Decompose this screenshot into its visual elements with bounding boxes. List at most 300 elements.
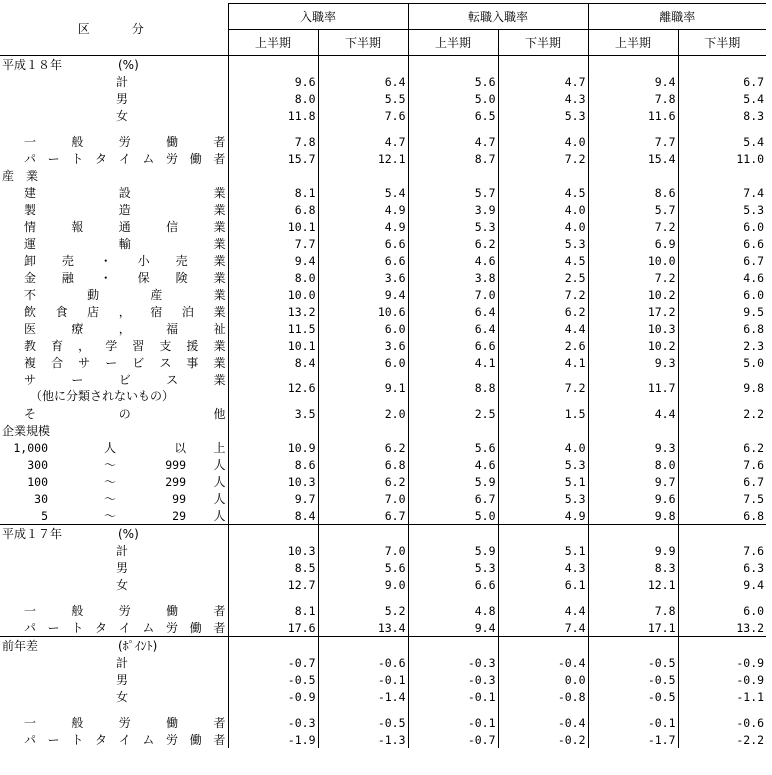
label-char: 通 <box>118 219 131 234</box>
size-unit: 人 <box>213 457 226 472</box>
value-cell: -1.1 <box>678 688 766 705</box>
header-row-groups <box>0 4 766 30</box>
label-char: 支 <box>159 338 172 353</box>
value-cell: 4.9 <box>498 507 588 525</box>
label-char: 運 <box>24 236 37 251</box>
value-cell: 4.6 <box>408 456 498 473</box>
row-label <box>0 714 228 731</box>
label-char: ， <box>78 338 91 353</box>
spacer-cell <box>498 705 588 714</box>
value-cell: 4.7 <box>498 73 588 90</box>
label-char: 動 <box>87 287 100 302</box>
value-cell: 6.9 <box>588 235 678 252</box>
value-cell: 12.1 <box>318 150 408 167</box>
row-label-text <box>0 372 228 388</box>
row-label <box>0 354 228 371</box>
size-sep: ～ <box>103 508 116 523</box>
value-cell: 2.5 <box>498 269 588 286</box>
row-label-text: 男 <box>116 91 129 106</box>
value-cell: 6.4 <box>408 320 498 337</box>
value-cell: 3.9 <box>408 201 498 218</box>
value-cell: 6.0 <box>678 602 766 619</box>
label-char: 一 <box>24 134 37 149</box>
label-char: 泊 <box>181 304 194 319</box>
spacer-cell <box>678 593 766 602</box>
value-cell: -0.3 <box>228 714 318 731</box>
value-cell: 4.8 <box>408 602 498 619</box>
label-char: 保 <box>137 270 150 285</box>
value-cell: 5.7 <box>588 201 678 218</box>
value-cell: 8.0 <box>228 90 318 107</box>
label-char: 学 <box>105 338 118 353</box>
row-label-sub: （他に分類されないもの） <box>30 389 175 403</box>
label-char: 融 <box>61 270 74 285</box>
label-char: 業 <box>213 287 226 302</box>
diff-title-row <box>0 637 766 655</box>
size-sep: 人 <box>103 440 116 455</box>
empty-cell <box>228 167 318 184</box>
label-char: 売 <box>175 253 188 268</box>
label-char: 業 <box>213 236 226 251</box>
value-cell: 4.5 <box>498 184 588 201</box>
row-label <box>0 654 228 671</box>
label-char: ス <box>166 373 179 387</box>
row-label <box>0 73 228 90</box>
section-unit: (%) <box>118 57 139 72</box>
row-label-text <box>0 321 228 337</box>
value-cell: 7.8 <box>588 90 678 107</box>
empty-cell <box>588 56 678 74</box>
value-cell: 8.4 <box>228 507 318 525</box>
value-cell: 6.6 <box>318 235 408 252</box>
size-sep: ～ <box>103 474 116 489</box>
label-char: 者 <box>213 732 226 747</box>
label-char: ス <box>159 355 172 370</box>
value-cell: 2.5 <box>408 405 498 422</box>
value-cell: 11.5 <box>228 320 318 337</box>
label-char: そ <box>24 406 37 421</box>
value-cell: 8.1 <box>228 184 318 201</box>
value-cell: 6.5 <box>408 107 498 124</box>
empty-cell <box>678 637 766 655</box>
value-cell: 13.4 <box>318 619 408 637</box>
empty-cell <box>678 167 766 184</box>
label-char: 者 <box>213 603 226 618</box>
size-label <box>0 491 228 507</box>
value-cell: 6.4 <box>408 303 498 320</box>
label-char: サ <box>78 355 91 370</box>
label-char: 業 <box>213 270 226 285</box>
section-title <box>0 525 228 543</box>
label-char: 輸 <box>118 236 131 251</box>
row-label <box>0 490 228 507</box>
size-sep: ～ <box>103 457 116 472</box>
row-label-text <box>0 185 228 201</box>
value-cell: 5.4 <box>678 90 766 107</box>
spacer-cell <box>588 705 678 714</box>
spacer-cell <box>408 593 498 602</box>
value-cell: 5.3 <box>678 201 766 218</box>
label-char: 他 <box>213 406 226 421</box>
value-cell: 10.1 <box>228 337 318 354</box>
header-category: 区 分 <box>0 4 228 56</box>
label-char: 一 <box>24 603 37 618</box>
label-char: ト <box>71 732 84 747</box>
label-char: 製 <box>24 202 37 217</box>
value-cell: 5.0 <box>408 90 498 107</box>
diff-row-total <box>0 654 766 671</box>
value-cell: 8.1 <box>228 602 318 619</box>
empty-cell <box>588 422 678 439</box>
label-char: 働 <box>189 732 202 747</box>
row-label <box>0 576 228 593</box>
value-cell: 5.5 <box>318 90 408 107</box>
label-char: 飲 <box>24 304 37 319</box>
spacer-cell <box>318 124 408 133</box>
section-unit: (%) <box>118 526 139 541</box>
label-char: 業 <box>213 202 226 217</box>
value-cell: 5.6 <box>408 73 498 90</box>
value-cell: 5.0 <box>678 354 766 371</box>
value-cell: 7.6 <box>318 107 408 124</box>
empty-cell <box>408 422 498 439</box>
h17-title-row <box>0 525 766 543</box>
row-label <box>0 218 228 235</box>
label-char: 宿 <box>150 304 163 319</box>
row-label-text: 女 <box>116 689 129 704</box>
h18-row-total <box>0 73 766 90</box>
label-char: パ <box>24 151 37 166</box>
row-label-text: 女 <box>116 577 129 592</box>
industry-row-service <box>0 371 766 405</box>
size-to: 999 <box>165 457 186 472</box>
value-cell: 5.3 <box>498 456 588 473</box>
value-cell: 8.4 <box>228 354 318 371</box>
label-char: サ <box>24 373 37 387</box>
label-char: ， <box>118 304 131 319</box>
header-group-transfer-entry-rate: 転職入職率 <box>408 4 588 30</box>
value-cell: 5.9 <box>408 542 498 559</box>
row-label-text <box>0 270 228 286</box>
value-cell: -1.9 <box>228 731 318 748</box>
label-char: 業 <box>213 355 226 370</box>
row-label-text <box>0 304 228 320</box>
row-label-text: 男 <box>116 672 129 687</box>
section-title-text: 平成１８年 <box>2 57 63 72</box>
value-cell: -0.4 <box>498 654 588 671</box>
value-cell: 7.5 <box>678 490 766 507</box>
value-cell: 7.6 <box>678 542 766 559</box>
value-cell: 8.6 <box>228 456 318 473</box>
label-char: 不 <box>24 287 37 302</box>
value-cell: 5.3 <box>498 235 588 252</box>
label-char: 一 <box>24 715 37 730</box>
label-char: 労 <box>166 151 179 166</box>
size-row <box>0 507 766 525</box>
size-sep: ～ <box>103 491 116 506</box>
value-cell: 10.3 <box>588 320 678 337</box>
label-char: ビ <box>132 355 145 370</box>
value-cell: -1.7 <box>588 731 678 748</box>
size-label <box>0 474 228 490</box>
spacer-cell <box>408 705 498 714</box>
value-cell: 13.2 <box>678 619 766 637</box>
label-char: 報 <box>71 219 84 234</box>
value-cell: 7.8 <box>588 602 678 619</box>
row-label-text <box>0 715 228 731</box>
value-cell: 8.6 <box>588 184 678 201</box>
value-cell: 2.6 <box>498 337 588 354</box>
h17-row-part <box>0 619 766 637</box>
empty-cell <box>588 525 678 543</box>
value-cell: 10.6 <box>318 303 408 320</box>
value-cell: 6.8 <box>318 456 408 473</box>
label-char: 業 <box>213 338 226 353</box>
value-cell: -0.6 <box>318 654 408 671</box>
row-label-text: 女 <box>116 108 129 123</box>
value-cell: 13.2 <box>228 303 318 320</box>
value-cell: 4.7 <box>318 133 408 150</box>
value-cell: 6.7 <box>678 252 766 269</box>
label-char: 食 <box>55 304 68 319</box>
value-cell: -0.5 <box>588 671 678 688</box>
value-cell: 6.0 <box>678 218 766 235</box>
spacer-cell <box>678 124 766 133</box>
row-label <box>0 337 228 354</box>
header-group-separation-rate: 離職率 <box>588 4 766 30</box>
row-label-text: 男 <box>116 560 129 575</box>
row-label <box>0 235 228 252</box>
labor-turnover-table <box>0 3 766 748</box>
label-char: 福 <box>166 321 179 336</box>
size-to: 以 <box>174 440 186 455</box>
value-cell: -2.2 <box>678 731 766 748</box>
label-char: パ <box>24 732 37 747</box>
value-cell: 6.2 <box>678 439 766 456</box>
value-cell: 11.0 <box>678 150 766 167</box>
value-cell: 9.4 <box>678 576 766 593</box>
label-char: 般 <box>71 134 84 149</box>
value-cell: 4.4 <box>498 320 588 337</box>
spacer-cell <box>0 705 228 714</box>
header-half: 上半期 <box>408 30 498 56</box>
section-title: 産 業 <box>2 168 39 183</box>
size-to: 299 <box>165 474 186 489</box>
empty-cell <box>408 637 498 655</box>
value-cell: 4.6 <box>678 269 766 286</box>
label-char: 働 <box>189 151 202 166</box>
value-cell: 9.4 <box>588 73 678 90</box>
value-cell: 2.3 <box>678 337 766 354</box>
spacer-cell <box>228 593 318 602</box>
value-cell: 6.1 <box>498 576 588 593</box>
value-cell: 9.9 <box>588 542 678 559</box>
label-char: 険 <box>175 270 188 285</box>
value-cell: 6.0 <box>318 320 408 337</box>
empty-cell <box>678 525 766 543</box>
label-char: の <box>118 406 131 421</box>
h18-row-general <box>0 133 766 150</box>
spacer-cell <box>228 124 318 133</box>
label-char: 建 <box>24 185 37 200</box>
label-char: 医 <box>24 321 37 336</box>
value-cell: 6.2 <box>318 473 408 490</box>
size-label <box>0 457 228 473</box>
value-cell: 4.1 <box>498 354 588 371</box>
industry-row-other <box>0 405 766 422</box>
empty-cell <box>318 525 408 543</box>
industry-row <box>0 201 766 218</box>
empty-cell <box>588 167 678 184</box>
value-cell: 8.5 <box>228 559 318 576</box>
spacer-cell <box>498 124 588 133</box>
value-cell: 8.3 <box>588 559 678 576</box>
row-label-text <box>0 219 228 235</box>
value-cell: 4.4 <box>588 405 678 422</box>
row-label-text <box>0 202 228 218</box>
value-cell: -0.2 <box>498 731 588 748</box>
row-label-text: 計 <box>116 74 129 89</box>
spacer-row <box>0 124 766 133</box>
row-label <box>0 150 228 167</box>
row-label <box>0 286 228 303</box>
label-char: 療 <box>71 321 84 336</box>
row-label-text <box>0 134 228 150</box>
value-cell: 6.4 <box>318 73 408 90</box>
label-char: 金 <box>24 270 37 285</box>
value-cell: 5.3 <box>498 107 588 124</box>
label-char: 般 <box>71 603 84 618</box>
h18-row-female <box>0 107 766 124</box>
label-char: 労 <box>118 715 131 730</box>
value-cell: 5.3 <box>408 559 498 576</box>
label-char: 働 <box>189 620 202 635</box>
label-char: タ <box>95 151 108 166</box>
label-char: 小 <box>137 253 150 268</box>
row-label <box>0 542 228 559</box>
value-cell: 10.2 <box>588 286 678 303</box>
section-unit: (ﾎﾟｲﾝﾄ) <box>118 638 158 653</box>
section-title-text: 平成１７年 <box>2 526 63 541</box>
size-unit: 上 <box>213 440 226 455</box>
spacer-cell <box>408 124 498 133</box>
value-cell: 4.9 <box>318 218 408 235</box>
value-cell: 11.8 <box>228 107 318 124</box>
value-cell: 11.6 <box>588 107 678 124</box>
value-cell: 7.2 <box>498 286 588 303</box>
spacer-cell <box>0 593 228 602</box>
value-cell: 6.2 <box>318 439 408 456</box>
row-label <box>0 439 228 456</box>
value-cell: 10.1 <box>228 218 318 235</box>
value-cell: -0.9 <box>678 654 766 671</box>
value-cell: 9.3 <box>588 439 678 456</box>
label-char: 産 <box>150 287 163 302</box>
value-cell: -0.4 <box>498 714 588 731</box>
value-cell: 7.2 <box>498 150 588 167</box>
size-unit: 人 <box>213 508 226 523</box>
label-char: 事 <box>186 355 199 370</box>
empty-cell <box>408 525 498 543</box>
value-cell: -0.5 <box>588 654 678 671</box>
value-cell: 6.6 <box>408 576 498 593</box>
row-label <box>0 602 228 619</box>
value-cell: 5.1 <box>498 473 588 490</box>
value-cell: 9.7 <box>588 473 678 490</box>
empty-cell <box>678 56 766 74</box>
value-cell: 4.7 <box>408 133 498 150</box>
value-cell: 1.5 <box>498 405 588 422</box>
industry-row <box>0 303 766 320</box>
label-char: ー <box>71 373 84 387</box>
diff-row-part <box>0 731 766 748</box>
row-label <box>0 559 228 576</box>
industry-title-row <box>0 167 766 184</box>
empty-cell <box>228 422 318 439</box>
size-row <box>0 490 766 507</box>
value-cell: 0.0 <box>498 671 588 688</box>
value-cell: 10.3 <box>228 542 318 559</box>
value-cell: 6.7 <box>678 473 766 490</box>
label-char: 働 <box>166 134 179 149</box>
spacer-cell <box>0 124 228 133</box>
h17-row-total <box>0 542 766 559</box>
value-cell: 15.7 <box>228 150 318 167</box>
value-cell: 6.6 <box>408 337 498 354</box>
value-cell: 7.0 <box>318 542 408 559</box>
row-label-text <box>0 732 228 748</box>
empty-cell <box>498 56 588 74</box>
value-cell: 10.0 <box>228 286 318 303</box>
value-cell: 9.1 <box>318 371 408 405</box>
value-cell: 6.7 <box>408 490 498 507</box>
value-cell: -0.6 <box>678 714 766 731</box>
label-char: タ <box>95 732 108 747</box>
row-label-text <box>0 620 228 636</box>
value-cell: 6.2 <box>498 303 588 320</box>
value-cell: 8.7 <box>408 150 498 167</box>
value-cell: 3.6 <box>318 269 408 286</box>
spacer-cell <box>678 705 766 714</box>
value-cell: 4.0 <box>498 133 588 150</box>
row-label <box>0 473 228 490</box>
value-cell: 6.6 <box>678 235 766 252</box>
value-cell: -0.1 <box>408 714 498 731</box>
label-char: 働 <box>166 715 179 730</box>
row-label-text <box>0 253 228 269</box>
label-char: 般 <box>71 715 84 730</box>
value-cell: 10.3 <box>228 473 318 490</box>
value-cell: 3.5 <box>228 405 318 422</box>
h17-row-male <box>0 559 766 576</box>
value-cell: 7.4 <box>498 619 588 637</box>
value-cell: 5.2 <box>318 602 408 619</box>
label-char: ・ <box>99 270 112 285</box>
row-label-text <box>0 338 228 354</box>
label-char: 育 <box>51 338 64 353</box>
value-cell: 9.5 <box>678 303 766 320</box>
label-char: ー <box>47 620 60 635</box>
value-cell: 6.7 <box>678 73 766 90</box>
value-cell: 4.0 <box>498 439 588 456</box>
value-cell: -0.5 <box>318 714 408 731</box>
value-cell: 10.0 <box>588 252 678 269</box>
row-label <box>0 269 228 286</box>
size-from: 100 <box>27 474 48 489</box>
value-cell: 15.4 <box>588 150 678 167</box>
size-unit: 人 <box>213 474 226 489</box>
value-cell: 5.3 <box>408 218 498 235</box>
